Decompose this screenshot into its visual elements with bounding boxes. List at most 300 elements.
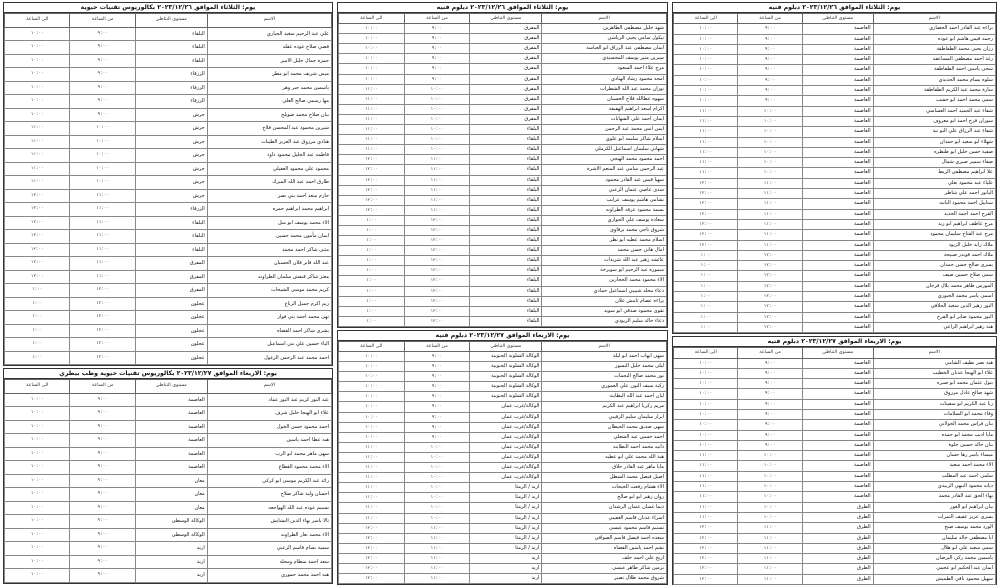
to-time: ١٠:٠٠ [674,420,738,430]
level: معان [135,488,207,502]
table-row [5,243,332,257]
table-row [339,246,667,256]
student-name: طارق احمد عبد الله المبرك [207,176,331,190]
from-time: ٩:٠٠ [738,358,802,368]
schedule-table [4,13,332,365]
level: اربد / الرمثا [470,503,542,513]
student-name: وفاء محمد ابو السلامات [873,409,995,419]
student-name: احمد محمود محمد الهيجي [542,155,667,165]
table-row [674,281,996,291]
name-header: الاسم [207,380,331,394]
table-row [5,351,332,365]
from-time: ١١:٠٠ [738,189,802,199]
student-name: علا ابراهيم مصطفى الربط [873,168,995,178]
to-time: ١٢:٠٠ [339,533,405,543]
to-time: ١٢:٠٠ [339,574,405,584]
table-row [674,533,996,543]
to-time: ١٢:٠٠ [674,189,738,199]
student-name: سهى صديق محمد الجيطان [542,422,667,432]
student-name: بنان فراس محمد الجولاني [873,420,995,430]
student-name: سهيا قيس عبد القادر محمود [542,175,667,185]
to-time: ١١:٠٠ [339,493,405,503]
student-name: زكية سيف النون علي العموري [542,382,667,392]
table-row [5,162,332,176]
student-name: معتز شاكر قيفش سلمان الطراونه [207,270,331,284]
to-time: ١٢:٠٠ [674,219,738,229]
from-time: ١٠:٠٠ [404,483,470,493]
level: عجلون [135,324,207,338]
from-time: ١٢:٠٠ [738,281,802,291]
level: العاصمة [802,147,873,157]
student-name: شذى عاصي عثمان الزعبي [542,185,667,195]
table-row [339,24,667,34]
student-name: احمد محمود حسن الخول [207,420,331,434]
student-name: شهد خليل مصطفى الطاهرين [542,24,667,34]
table-row [339,362,667,372]
from-time: ١٢:٠٠ [738,292,802,302]
from-time: ١٠:٠٠ [738,158,802,168]
from-time: ١١:٠٠ [404,553,470,563]
student-name: يسرى عزيز عفيف النمرات [873,512,995,522]
from-time: ٩:٠٠ [738,24,802,34]
student-name: رائد عبد الكريم موسى ابو كركي [207,474,331,488]
student-name: حازم سعد احمد بني نصر [207,189,331,203]
table-row [5,108,332,122]
level-header: مستوى التناظي [470,341,542,351]
level: البلقاء [470,165,542,175]
to-time: ١٠:٠٠ [5,569,70,583]
student-name: سلمى احمد عبد المطلب [873,471,995,481]
from-time: ٩:٠٠ [404,392,470,402]
to-time: ١١:٠٠ [339,94,405,104]
student-name: رغد احمد مصطفى المساعفه [873,55,995,65]
level: المفرق [470,104,542,114]
level: المفرق [470,114,542,124]
table-row [5,542,332,556]
student-name: ايمان مصطفى عبد الرزاق ابو العباسة [542,44,667,54]
level: البلقاء [470,215,542,225]
level: المفرق [470,54,542,64]
schedule-section [672,336,997,585]
table-row [674,322,996,332]
student-name: يشرى شاكر احمد القضاه [207,324,331,338]
to-time: ١١:٠٠ [674,116,738,126]
to-time: ١١:٠٠ [674,461,738,471]
table-row [674,440,996,450]
from-time: ١٠:٠٠ [404,145,470,155]
from-time: ١١:٠٠ [738,533,802,543]
level: اربد [135,542,207,556]
header-row [674,14,996,24]
to-time-header: الى الساعة [674,348,738,358]
level: الطرق [802,533,873,543]
from-time: ١٢:٠٠ [404,256,470,266]
student-name: الفرح احمد احمد الحديد [873,209,995,219]
level: جرش [135,189,207,203]
from-time: ١٢:٠٠ [738,261,802,271]
from-time: ١٠:٠٠ [404,473,470,483]
from-time: ١٢:٠٠ [70,324,135,338]
to-time: ١٢:٠٠ [5,230,70,244]
from-time: ١٠:٠٠ [70,135,135,149]
from-time: ١٠:٠٠ [404,114,470,124]
from-time: ١٠:٠٠ [70,149,135,163]
from-time: ١٢:٠٠ [70,338,135,352]
to-time: ١٢:٠٠ [674,564,738,574]
to-time: ١٠:٠٠ [5,95,70,109]
from-time: ١٢:٠٠ [70,351,135,365]
table-row [674,44,996,54]
header-row [339,14,667,24]
to-time: ١٢:٠٠ [674,199,738,209]
from-time: ٩:٠٠ [404,352,470,362]
student-name: هنادي مرزوق عبد العزيز الطيبات [207,135,331,149]
from-time: ٩:٠٠ [404,54,470,64]
from-time: ٩:٠٠ [738,34,802,44]
student-name: الياء حسين علي بني اسماعيل [207,338,331,352]
level: العاصمة [802,250,873,260]
table-row [339,185,667,195]
level: الوكالة الشلونة الجنوبية [470,352,542,362]
from-time: ١٢:٠٠ [70,284,135,298]
from-time: ١١:٠٠ [70,270,135,284]
table-row [5,41,332,55]
from-time: ١٠:٠٠ [738,147,802,157]
from-time: ٩:٠٠ [738,399,802,409]
student-name: امال هاني حسن محمد [542,246,667,256]
to-time: ١٠:٠٠ [339,402,405,412]
to-time: ١١:٠٠ [674,512,738,522]
to-time: ١:٠٠ [339,215,405,225]
from-time: ١٠:٠٠ [404,135,470,145]
from-time: ١٠:٠٠ [404,442,470,452]
to-time: ١٠:٠٠ [674,24,738,34]
from-time: ٩:٠٠ [70,434,135,448]
to-time: ١١:٠٠ [339,463,405,473]
from-time: ١٠:٠٠ [404,104,470,114]
from-time: ١١:٠٠ [738,523,802,533]
schedule-section [672,2,997,334]
table-row [674,292,996,302]
table-row [339,165,667,175]
level: العاصمة [802,240,873,250]
from-time: ١١:٠٠ [738,199,802,209]
from-time: ٩:٠٠ [70,474,135,488]
column-middle [337,2,668,585]
table-row [339,215,667,225]
to-time: ١:٠٠ [5,284,70,298]
to-time: ١٠:٠٠ [5,407,70,421]
to-time: ١١:٠٠ [5,149,70,163]
from-time: ٩:٠٠ [404,34,470,44]
table-row [674,554,996,564]
from-time: ١١:٠٠ [738,564,802,574]
to-time: ١:٠٠ [5,351,70,365]
table-row [5,407,332,421]
to-time: ١:٠٠ [674,312,738,322]
from-time: ١٢:٠٠ [404,215,470,225]
student-name: ديما غسان عثمان الرشدان [542,503,667,513]
to-time: ١:٠٠ [339,246,405,256]
column-right [672,2,997,585]
from-time: ٩:٠٠ [404,44,470,54]
from-time: ١١:٠٠ [738,219,802,229]
student-name: نوران محمد عبد الله الشطرات [542,84,667,94]
level-header: مستوى التناظي [470,14,542,24]
table-row [339,34,667,44]
student-name: علياء عبد محمود بعلي [873,178,995,188]
student-name: رنا عبد الكريم ابو سفينات [873,399,995,409]
student-name: مرح عبد الفتاح سليمان محمود [873,230,995,240]
to-time: ١١:٠٠ [674,492,738,502]
to-time: ١١:٠٠ [674,471,738,481]
student-name: هبة الله محمد علي ابو عطيه [542,452,667,462]
table-row [5,569,332,583]
level: العاصمة [802,292,873,302]
to-time: ١٠:٠٠ [5,501,70,515]
from-time: ٩:٠٠ [70,461,135,475]
level: البلقاء [135,54,207,68]
student-name: اسمى ياسر محمد الجبوري [873,292,995,302]
level: الطرق [802,543,873,553]
table-row [339,503,667,513]
schedule-section [3,2,333,366]
from-time: ١٠:٠٠ [738,137,802,147]
table-row [674,302,996,312]
level: الزرقاء [135,203,207,217]
level: العاصمة [802,34,873,44]
student-name: سمى سعيد علي ابو هلال [873,543,995,553]
level: العاصمة [802,409,873,419]
student-name: سهيل محمود باقي الطميش [873,574,995,584]
student-name: امجد محمود رشاد الهنادي [542,74,667,84]
from-time: ٩:٠٠ [404,24,470,34]
level: البلقاء [135,41,207,55]
to-time: ١١:٠٠ [674,502,738,512]
table-row [674,261,996,271]
level: الوكالة/غرب عمان [470,422,542,432]
to-time-header: الى الساعة [674,14,738,24]
to-time: ١٠:٠٠ [5,461,70,475]
to-time: ١٠:٠٠ [339,412,405,422]
student-name: اصيل فيصل محمد السطل [542,473,667,483]
student-name: اريج علي احمد خلف [542,553,667,563]
student-name: شفاء عبد الرزاق علي البو نية [873,127,995,137]
from-time: ٩:٠٠ [70,81,135,95]
table-row [339,523,667,533]
from-time: ١٢:٠٠ [404,296,470,306]
from-time: ٩:٠٠ [70,54,135,68]
to-time: ١:٠٠ [5,297,70,311]
level: العاصمة [802,55,873,65]
name-header: الاسم [542,341,667,351]
to-time: ١٢:٠٠ [339,195,405,205]
to-time: ١٢:٠٠ [339,523,405,533]
table-row [674,574,996,584]
table-row [339,392,667,402]
student-name: كريم محمد موسى الشيخات [207,284,331,298]
table-row [674,523,996,533]
level-header: مستوى التناظي [135,14,207,28]
table-row [674,230,996,240]
student-name: سوزان فرح احمد ابو معروف [873,116,995,126]
level: العاصمة [802,168,873,178]
from-time: ١٠:٠٠ [738,502,802,512]
table-row [674,168,996,178]
student-name: بيان صلاح محمد صويلح [207,108,331,122]
to-time: ١٠:٠٠ [339,352,405,362]
student-name: ياسمين محمد جبر وهر [207,81,331,95]
from-time: ١١:٠٠ [70,230,135,244]
from-time: ١١:٠٠ [70,257,135,271]
table-row [339,64,667,74]
to-time: ١:٠٠ [5,324,70,338]
from-time: ٩:٠٠ [70,447,135,461]
student-name: الاء محمد محمود القطاع [207,461,331,475]
level: العاصمة [135,434,207,448]
level: العاصمة [802,302,873,312]
level: العاصمة [135,461,207,475]
level: اربد / الرمثا [470,523,542,533]
table-row [5,257,332,271]
student-name: صفاء سمير صبري شمال [873,158,995,168]
to-time: ١٠:٠٠ [674,358,738,368]
to-time: ١٢:٠٠ [339,205,405,215]
to-time: ١٠:٠٠ [674,440,738,450]
to-time: ١٠:٠٠ [5,41,70,55]
level: البلقاء [470,185,542,195]
table-row [5,488,332,502]
from-time: ١٠:٠٠ [70,176,135,190]
table-row [5,338,332,352]
from-time: ٩:٠٠ [738,420,802,430]
table-row [5,555,332,569]
from-time: ١١:٠٠ [738,554,802,564]
section-title: يوم: الاربعاء الموافق ٢٠٢٣/١٢/٢٧ دبلوم فنيه [673,337,996,347]
from-time: ١١:٠٠ [404,523,470,533]
table-row [339,225,667,235]
from-time: ١٠:٠٠ [404,84,470,94]
to-time: ١٢:٠٠ [674,554,738,564]
level: العاصمة [802,430,873,440]
table-row [339,412,667,422]
from-time-header: من الساعة [738,14,802,24]
to-time: ١١:٠٠ [5,135,70,149]
to-time: ١٠:٠٠ [5,27,70,41]
table-row [339,473,667,483]
level-header: مستوى التناظي [135,380,207,394]
level: البلقاء [470,135,542,145]
level: الوكالة/غرب عمان [470,463,542,473]
to-time: ١٠:٠٠ [5,68,70,82]
to-time: ١:٠٠ [5,311,70,325]
from-time: ١٢:٠٠ [404,246,470,256]
table-row [339,44,667,54]
student-name: رحمه قيس هاشم ابو عوده [873,34,995,44]
to-time: ١:٠٠ [339,306,405,316]
to-time: ١٢:٠٠ [339,165,405,175]
from-time: ١٢:٠٠ [404,306,470,316]
level: العاصمة [802,358,873,368]
student-name: نشامى هاشم يوسف عرايب [542,195,667,205]
from-time: ١١:٠٠ [404,543,470,553]
level: جرش [135,122,207,136]
level: الوكالة الشلونة الجنوبية [470,392,542,402]
student-name: اليانور احمد علي شاطر [873,189,995,199]
student-name: شيرين محمود عبد المحسن قلاح [207,122,331,136]
student-name: ابرار سليمان سليم الرقيبي [542,412,667,422]
level: الطرق [802,564,873,574]
to-time: ١١:٠٠ [339,473,405,483]
level: اربد / الرمثا [470,513,542,523]
to-time: ١٠:٠٠ [339,64,405,74]
table-row [5,216,332,230]
student-name: حمزه جمال خليل الامير [207,54,331,68]
from-time: ١١:٠٠ [404,155,470,165]
table-row [339,442,667,452]
schedule-table [673,347,996,585]
to-time: ١:٠٠ [674,271,738,281]
student-name: بتول عثمان محمد ابو صبره [873,379,995,389]
from-time-header: من الساعة [738,348,802,358]
to-time: ١٠:٠٠ [5,474,70,488]
to-time: ١١:٠٠ [674,451,738,461]
from-time: ١٠:٠٠ [404,463,470,473]
level: الزرقاء [135,68,207,82]
from-time: ٩:٠٠ [738,430,802,440]
level: المفرق [135,284,207,298]
name-header: الاسم [542,14,667,24]
name-header: الاسم [873,14,995,24]
student-name: تسنيم قاسم محمود عيسى [542,523,667,533]
from-time: ٩:٠٠ [70,569,135,583]
from-time: ١١:٠٠ [70,203,135,217]
level-header: مستوى التناظي [802,14,873,24]
student-name: الاء هشام رفعت الحيحات [542,483,667,493]
level: اربد / الرمثا [470,483,542,493]
from-time: ١٠:٠٠ [738,116,802,126]
level: الوكالة/غرب عمان [470,442,542,452]
level: العاصمة [802,312,873,322]
to-time: ١٢:٠٠ [339,185,405,195]
from-time: ١٠:٠٠ [738,168,802,178]
table-row [339,483,667,493]
level: اربد [470,563,542,573]
table-row [339,382,667,392]
to-time: ١١:٠٠ [339,483,405,493]
from-time: ٩:٠٠ [404,382,470,392]
from-time: ١١:٠٠ [738,240,802,250]
student-name: شهاني سليمان اسماعيل الكرملي [542,145,667,155]
to-time: ١١:٠٠ [674,482,738,492]
level: اربد [470,553,542,563]
student-name: محمود علي محمود العقيلي [207,162,331,176]
table-row [5,515,332,529]
student-name: احمد حسين عبد الشعلي [542,432,667,442]
level: العاصمة [135,447,207,461]
to-time: ١:٠٠ [339,266,405,276]
from-time: ١١:٠٠ [404,165,470,175]
schedule-section [337,330,668,585]
student-name: عائشه زهير عبد الله شريدات [542,256,667,266]
level: جرش [135,108,207,122]
to-time: ١١:٠٠ [5,162,70,176]
table-row [674,106,996,116]
from-time: ٩:٠٠ [404,74,470,84]
from-time: ١٠:٠٠ [404,503,470,513]
student-name: دانيه محمد احمد البطاينه [542,442,667,452]
level: العاصمة [802,209,873,219]
